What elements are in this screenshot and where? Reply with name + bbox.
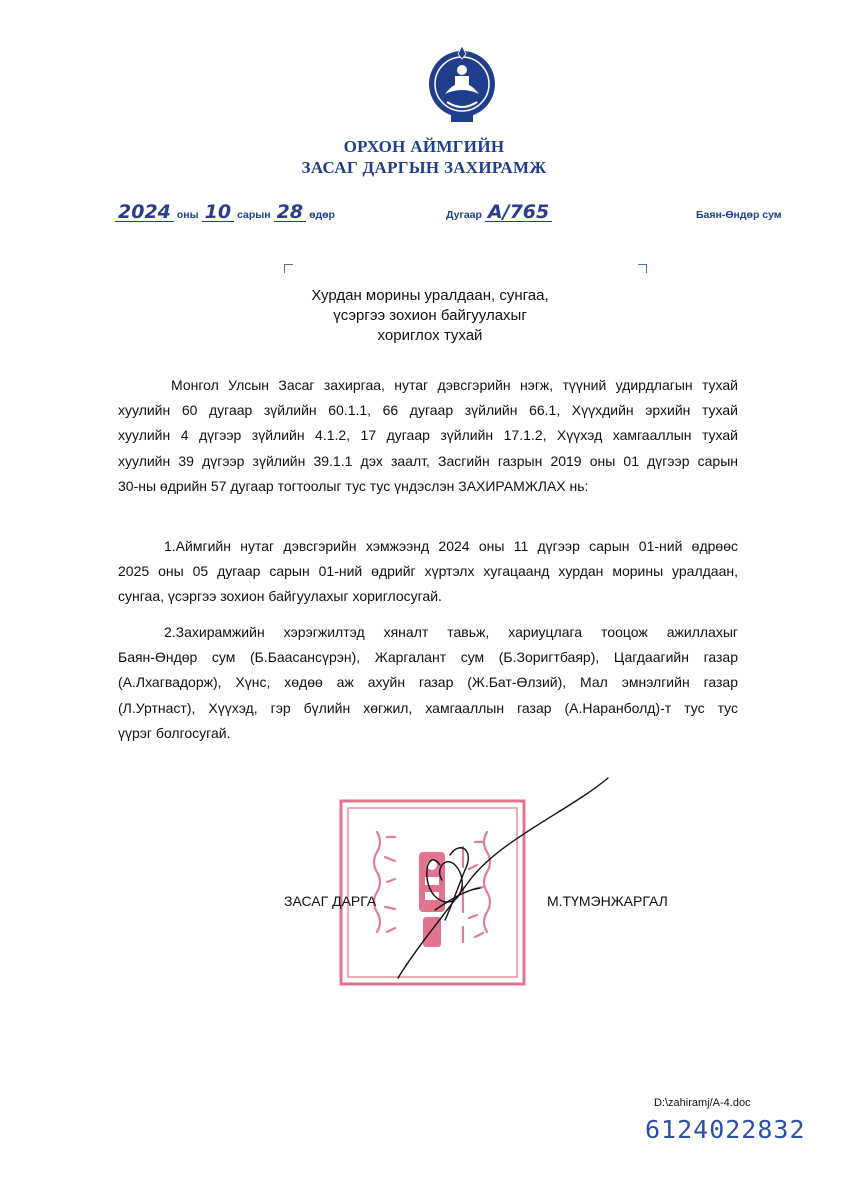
registration-number: 6124022832 — [645, 1115, 806, 1144]
date-year: 2024 — [115, 203, 174, 222]
paragraph-line: 1.Аймгийн нутаг дэвсгэрийн хэмжээнд 2024 оны 11 дүгээр сарын 01-ний өдрөөс — [164, 538, 738, 554]
place-label: Баян-Өндөр сум — [696, 209, 782, 221]
document-number: А/765 — [485, 203, 552, 222]
date-line — [115, 203, 338, 222]
paragraph-line: (А.Лхагвадорж), Хүнс, хөдөө аж ахуйн газар (Ж.Бат-Өлзий), Мал эмнэлгийн газар — [118, 674, 738, 691]
paragraph-line: хуулийн 60 дугаар зүйлийн 60.1.1, 66 дугаар зүйлийн 66.1, Хүүхдийн эрхийн тухай — [118, 402, 738, 419]
paragraph-line: хуулийн 4 дүгээр зүйлийн 4.1.2, 17 дугаар зүйлийн 17.1.2, Хүүхэд хамгааллын тухай — [118, 427, 738, 444]
file-path: D:\zahiramj/A-4.doc — [654, 1097, 751, 1109]
paragraph-line: 2025 оны 05 дугаар сарын 01-ний өдрийг хүртэлх хугацаанд хурдан морины уралдаан, — [118, 563, 738, 580]
paragraph-line: хуулийн 39 дүгээр зүйлийн 39.1.1 дэх заалт, Засгийн газрын 2019 оны 01 дүгээр сарын — [118, 452, 738, 469]
number-line — [443, 203, 552, 222]
date-month: 10 — [202, 203, 234, 222]
document-title — [230, 286, 630, 346]
signatory-position: ЗАСАГ ДАРГА — [284, 893, 377, 909]
title-bracket-left — [284, 264, 293, 273]
handwritten-signature-icon — [380, 770, 620, 990]
date-day: 28 — [274, 203, 306, 222]
title-line: хориглох тухай — [377, 327, 483, 344]
mongolia-state-emblem-icon — [427, 40, 497, 130]
paragraph-line: 2.Захирамжийн хэрэгжилтэд хяналт тавьж, хариуцлага тооцож ажиллахыг — [164, 624, 738, 640]
order-item-2 — [118, 620, 738, 746]
paragraph-line: (Л.Уртнаст), Хүүхэд, гэр бүлийн хөгжил, хамгааллын газар (А.Наранболд)-т тус тус — [118, 699, 738, 716]
paragraph-line: Баян-Өндөр сум (Б.Баасансүрэн), Жаргалант сум (Б.Зоригтбаяр), Цагдаагийн газар — [118, 649, 738, 666]
signatory-name: М.ТҮМЭНЖАРГАЛ — [547, 893, 668, 909]
paragraph-line: сунгаа, үсэргээ зохион байгуулахыг хориглосугай. — [118, 588, 442, 605]
month-label: сарын — [237, 209, 271, 221]
paragraph-line: үүрэг болгосугай. — [118, 724, 231, 741]
title-bracket-right — [638, 264, 647, 273]
day-label: өдөр — [309, 209, 335, 221]
title-line: үсэргээ зохион байгуулахыг — [333, 307, 527, 324]
org-title-line2: ЗАСАГ ДАРГЫН ЗАХИРАМЖ — [301, 158, 547, 177]
title-line: Хурдан морины уралдаан, сунгаа, — [311, 287, 549, 304]
paragraph-line: 30-ны өдрийн 57 дугаар тогтоолыг тус тус үндэслэн ЗАХИРАМЖЛАХ нь: — [118, 477, 589, 494]
order-item-1 — [118, 534, 738, 610]
number-label: Дугаар — [446, 209, 482, 221]
year-label: оны — [176, 209, 199, 221]
preamble-paragraph — [118, 373, 738, 499]
paragraph-line: Монгол Улсын Засаг захиргаа, нутаг дэвсгэрийн нэгж, түүний удирдлагын тухай — [171, 377, 738, 393]
org-title-line1: ОРХОН АЙМГИЙН — [343, 137, 505, 156]
